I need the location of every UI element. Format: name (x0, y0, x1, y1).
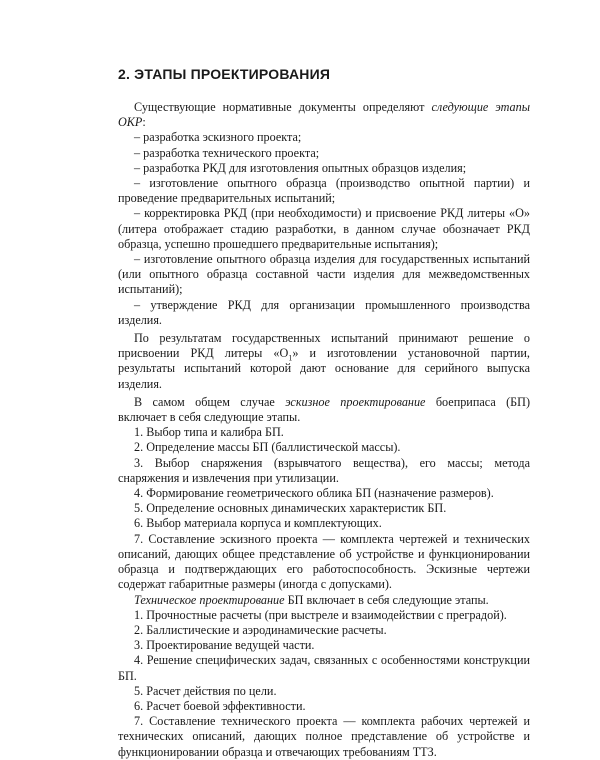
list-item: 4. Формирование геометрического облика БП (назначение размеров). (134, 486, 494, 501)
list-item: 7. Составление эскизного проекта — комплекта чертежей и технических описаний, дающих общее представление об устройстве и функционировании образца и подтверждающих его работоспособность. Эскизные чертежи содержат габаритные размеры (иногда с допусками). (118, 531, 530, 592)
document-body (118, 100, 530, 760)
section-heading: 2. ЭТАПЫ ПРОЕКТИРОВАНИЯ (118, 66, 331, 82)
list-item: 4. Решение специфических задач, связанных с особенностями конструкции БП. (118, 653, 530, 683)
list-item: 1. Выбор типа и калибра БП. (134, 425, 284, 440)
tech-intro-paragraph: Техническое проектирование БП включает в себя следующие этапы. (134, 592, 489, 607)
list-item: 3. Выбор снаряжения (взрывчатого вещества), его массы; метода снаряжения и извлечения при утилизации. (118, 455, 530, 485)
sketch-emphasis: эскизное проектирование (285, 394, 426, 409)
subscript: 1 (288, 353, 293, 363)
sketch-intro-paragraph: В самом общем случае эскизное проектирование боеприпаса (БП) включает в себя следующие этапы. (118, 394, 531, 425)
list-item: 1. Прочностные расчеты (при выстреле и взаимодействии с преградой). (134, 607, 507, 622)
tech-emphasis: Техническое проектирование (134, 592, 285, 607)
intro-paragraph: Существующие нормативные документы определяют следующие этапы ОКР: (118, 100, 530, 130)
list-item: 6. Выбор материала корпуса и комплектующих. (134, 516, 382, 531)
list-item: – разработка эскизного проекта; (134, 130, 302, 145)
list-item: 3. Проектирование ведущей части. (134, 638, 315, 653)
list-item: 7. Составление технического проекта — комплекта рабочих чертежей и технических описаний, дающих полное представление об устройстве и функционировании образца и отвечающих требованиям ТТЗ. (118, 714, 530, 759)
list-item: 6. Расчет боевой эффективности. (134, 698, 306, 713)
list-item: – разработка технического проекта; (134, 145, 320, 160)
list-item: – корректировка РКД (при необходимости) и присвоение РКД литеры «О» (литера отображает стадию разработки, в данном случае обозначает РКД образца, успешно прошедшего предварительные испытания); (118, 206, 530, 251)
list-item: – утверждение РКД для организации промышленного производства изделия. (118, 297, 530, 327)
list-item: 2. Баллистические и аэродинамические расчеты. (134, 622, 387, 637)
list-item: – изготовление опытного образца (производство опытной партии) и проведение предварительных испытаний; (118, 176, 530, 206)
results-paragraph: По результатам государственных испытаний принимают решение о присвоении РКД литеры «$О_1$» и изготовлении установочной партии, результаты испытаний которой дают основание для серийного выпуска изделия. (118, 331, 530, 391)
list-item: – разработка РКД для изготовления опытных образцов изделия; (134, 160, 467, 175)
list-item: – изготовление опытного образца изделия для государственных испытаний (или опытного образца составной части изделия для межведомственных испытаний); (118, 252, 530, 297)
list-item: 5. Расчет действия по цели. (134, 683, 277, 698)
list-item: 5. Определение основных динамических характеристик БП. (134, 501, 447, 516)
list-item: 2. Определение массы БП (баллистической массы). (134, 440, 401, 455)
intro-emphasis: следующие этапы ОКР (118, 100, 530, 130)
